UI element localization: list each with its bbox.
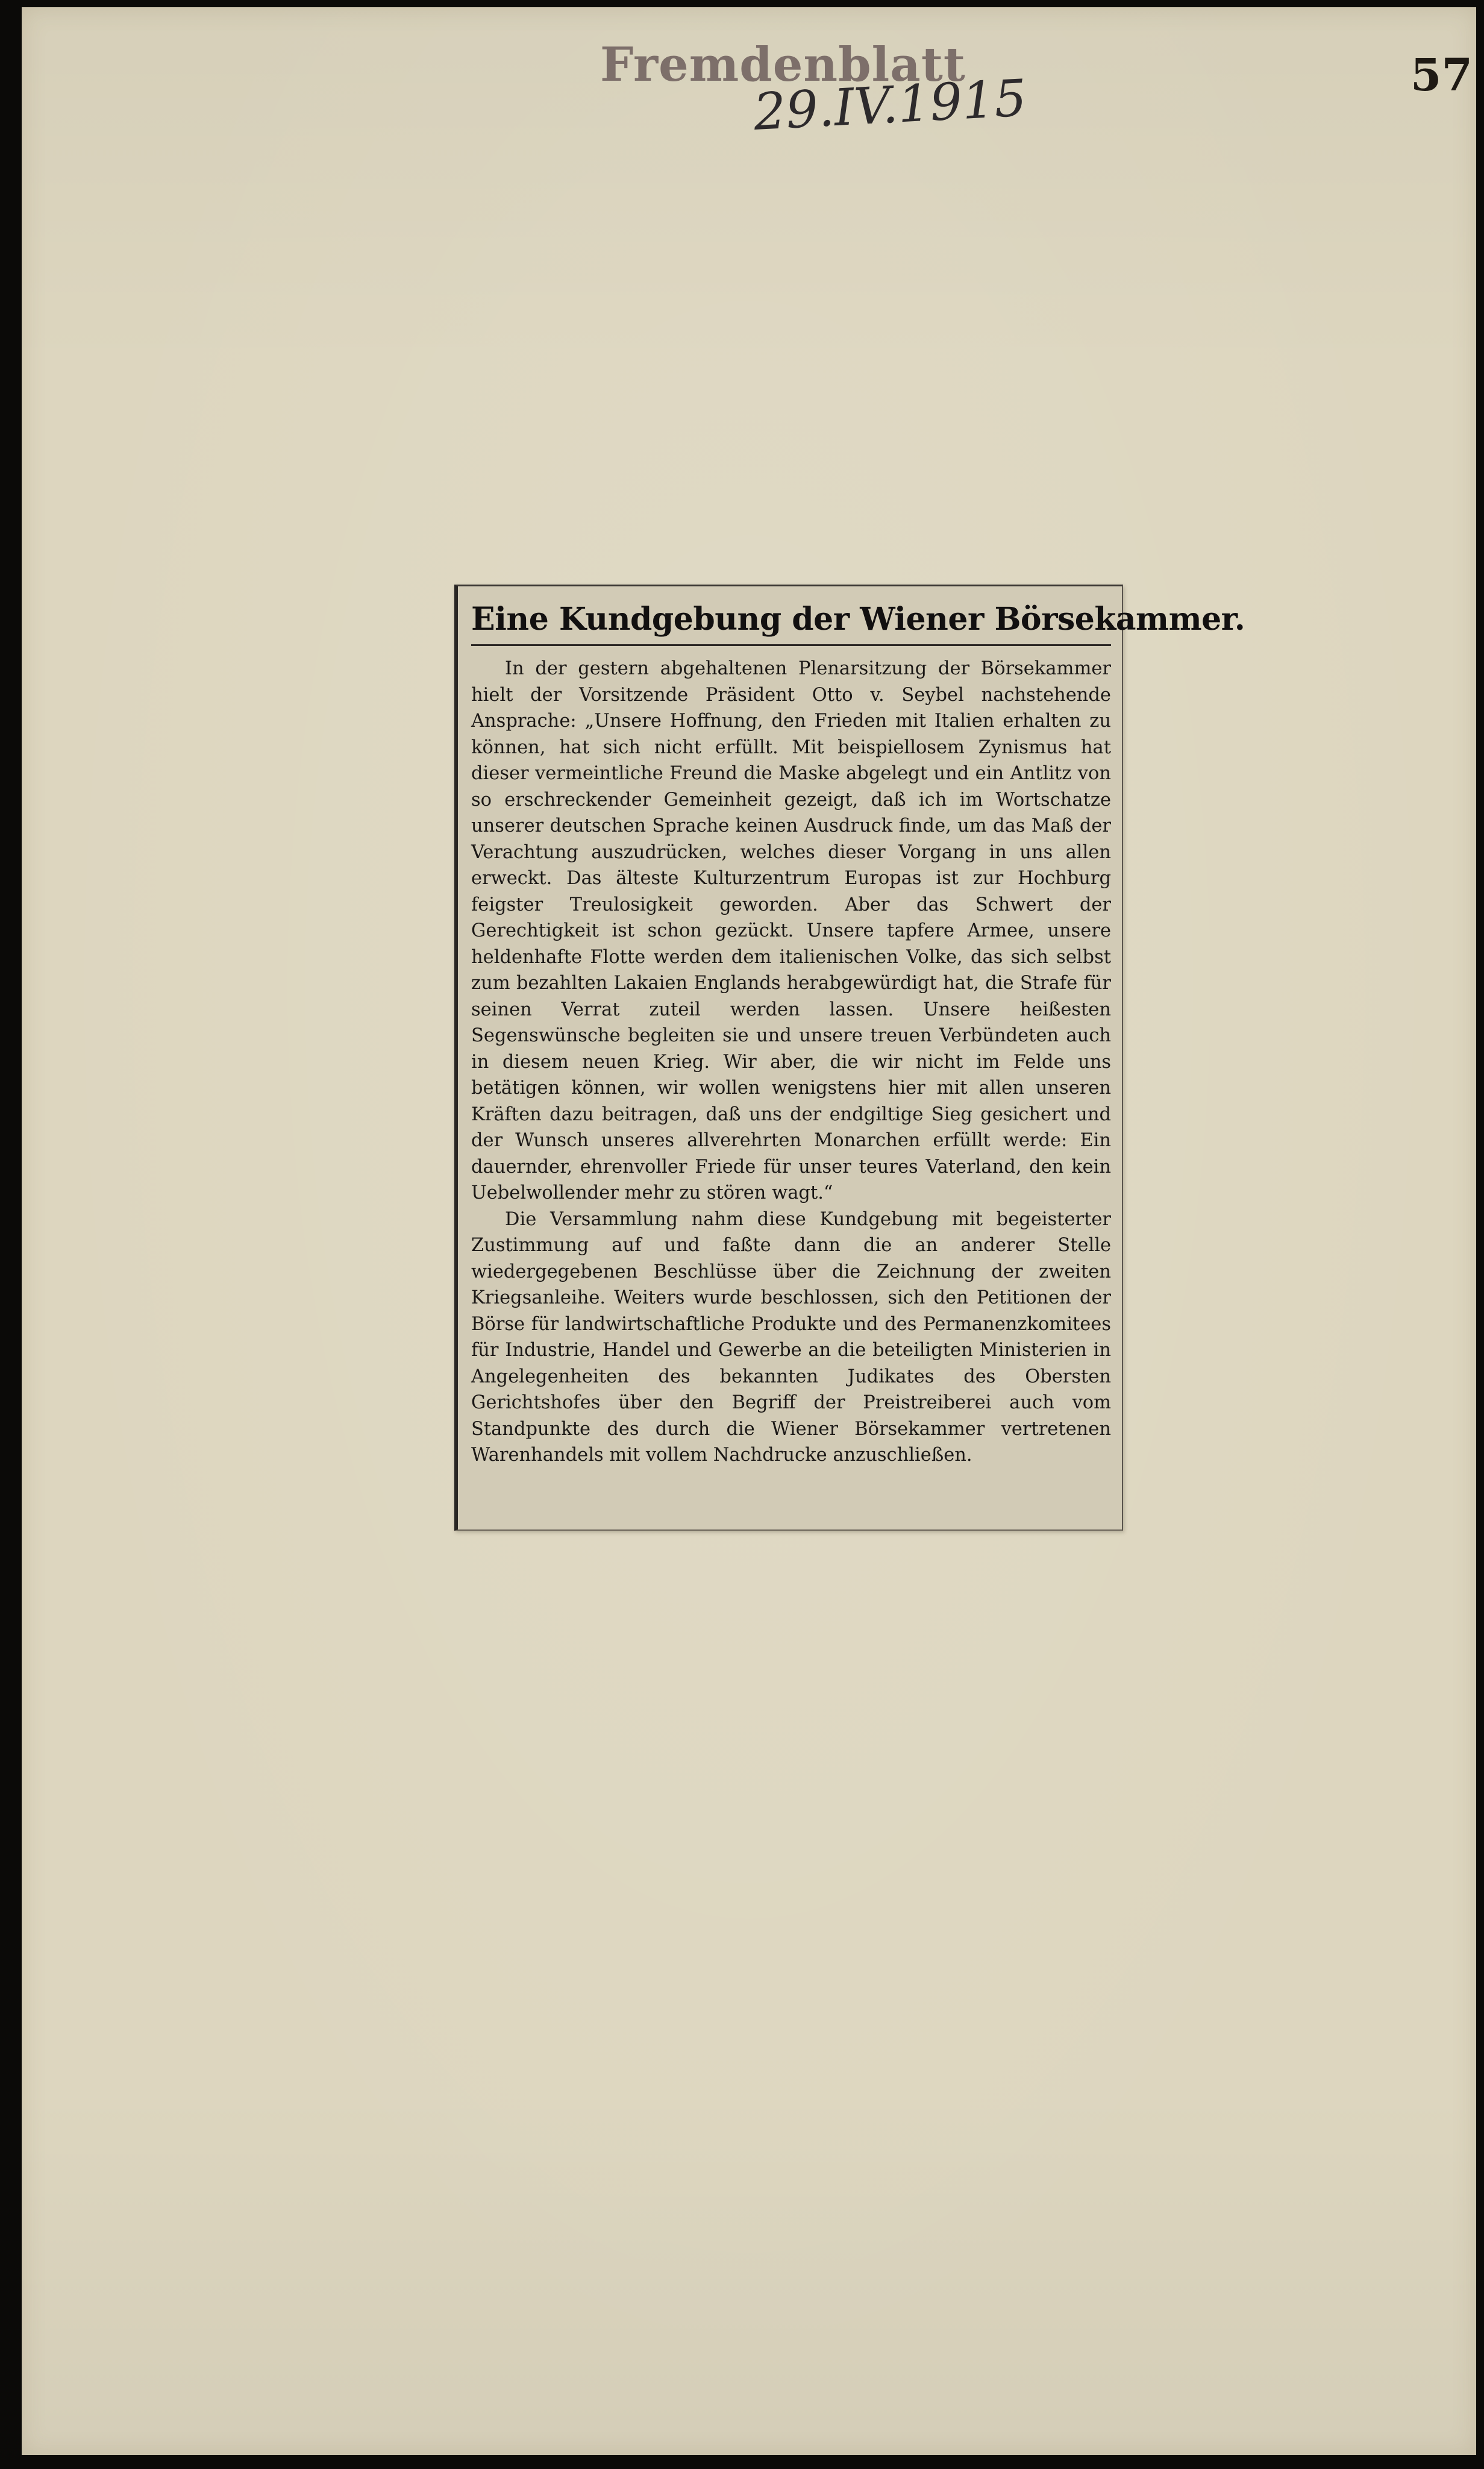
article-paragraph: Die Versammlung nahm diese Kundgebung mit begeisterter Zustimmung auf und faßte dann die an anderer Stelle wiedergegebenen Beschlüsse über die Zeichnung der zweiten Kriegsanleihe. Weiters wurde beschlossen, sich den Petitionen der Börse für landwirtschaftliche Produkte und des Permanenzkomitees für Industrie, Handel und Gewerbe an die beteiligten Ministerien in Angelegenheiten des bekannten Judikates des Obersten Gerichtshofes über den Begriff der Preistreiberei auch vom Standpunkte des durch die Wiener Börsekammer vertretenen Warenhandels mit vollem Nachdrucke anzuschließen. — [471, 1208, 1111, 1466]
handwritten-date: 29.IV.1915 — [752, 68, 1028, 142]
page-number: 57 — [1410, 49, 1473, 101]
article-paragraph: In der gestern abgehaltenen Plenarsitzung der Börsekammer hielt der Vorsitzende Präsident Otto v. Seybel nachstehende Ansprache: „Unsere Hoffnung, den Frieden mit Italien erhalten zu können, hat sich nicht erfüllt. Mit beispiellosem Zynismus hat dieser vermeintliche Freund die Maske abgelegt und ein Antlitz von so erschreckender Gemeinheit gezeigt, daß ich im Wortschatze unserer deutschen Sprache keinen Ausdruck finde, um das Maß der Verachtung auszudrücken, welches dieser Vorgang in uns allen erweckt. Das älteste Kulturzentrum Europas ist zur Hochburg feigster Treulosigkeit geworden. Aber das Schwert der Gerechtigkeit ist schon gezückt. Unsere tapfere Armee, unsere heldenhafte Flotte werden dem italienischen Volke, das sich selbst zum bezahlten Lakaien Englands herabgewürdigt hat, die Strafe für seinen Verrat zuteil werden lassen. Unsere heißesten Segenswünsche begleiten sie und unsere treuen Verbündeten auch in diesem neuen Krieg. Wir aber, die wir nicht im Felde uns betätigen können, wir wollen wenigstens hier mit allen unseren Kräften dazu beitragen, daß uns der endgiltige Sieg gesichert und der Wunsch unseres allverehrten Monarchen erfüllt werde: Ein dauernder, ehrenvoller Friede für unser teures Vaterland, den kein Uebelwollender mehr zu stören wagt.“ — [471, 658, 1111, 1203]
newspaper-name-stamp: Fremdenblatt — [600, 37, 966, 92]
headline-divider — [471, 644, 1111, 646]
archive-page — [22, 7, 1476, 2455]
article-headline: Eine Kundgebung der Wiener Börsekammer. — [471, 601, 1245, 638]
newspaper-clipping — [454, 585, 1245, 1531]
